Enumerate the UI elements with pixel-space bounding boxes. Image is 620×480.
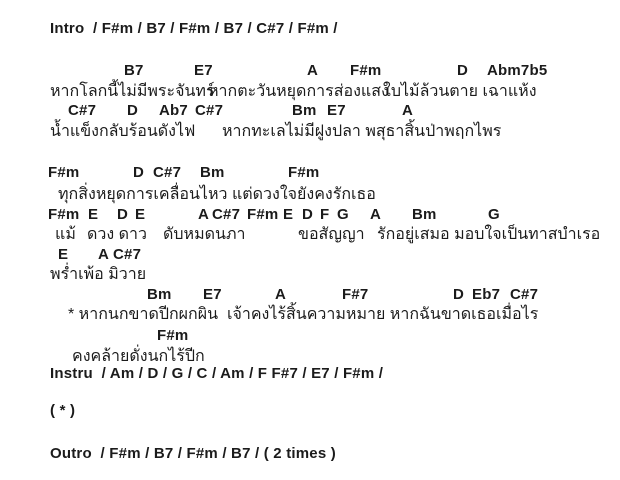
chord: D [133,164,145,181]
section-line [0,402,620,424]
chord: F#m [48,164,80,181]
lyric-line [0,344,620,366]
chord: C#7 [113,246,142,263]
chord: D [302,206,314,223]
chord: C#7 [68,102,97,119]
lyric-text: * หากนกขาดปีกผกผิน [68,306,219,323]
lyric-text: แม้ [55,226,76,243]
chord: E7 [194,62,213,79]
chord: F#m [247,206,279,223]
chord: A [370,206,382,223]
chord: A [275,286,287,303]
chord: Bm [147,286,172,303]
lyric-line [0,119,620,141]
chord: E [135,206,146,223]
lyric-text: คงคล้ายดั่งนกไร้ปีก [72,348,205,365]
chord: E [88,206,99,223]
lyric-line [0,302,620,324]
lyric-text: หากตะวันหยุดการส่องแสง [208,83,389,100]
lyric-text: เจ้าคงไร้สิ้นความหมาย หากฉันขาดเธอเมื่อไร [227,306,539,323]
lyric-text: ดวง ดาว [87,226,147,243]
lyric-line [0,262,620,284]
section-text: ( * ) [50,402,76,419]
section-text: Instru / Am / D / G / C / Am / F F#7 / E7 / F#m / [50,365,384,382]
lyric-text: หากโลกนี้ไม่มีพระจันทร์ [50,83,215,100]
chord: D [127,102,139,119]
chord: B7 [124,62,144,79]
chord: A [198,206,210,223]
chord: G [337,206,349,223]
lyric-text: น้ำแข็งกลับร้อนดังไฟ [50,123,196,140]
chord: F#m [48,206,80,223]
chord: Eb7 [472,286,501,303]
chord: Bm [292,102,317,119]
chord: F#m [350,62,382,79]
chord: F [320,206,330,223]
chord: D [117,206,129,223]
chord: Abm7b5 [487,62,548,79]
lyric-text: หากทะเลไม่มีฝูงปลา พสุธาสิ้นป่าพฤกไพร [222,123,502,140]
chord: E7 [203,286,222,303]
lyric-text: ขอสัญญา [298,226,365,243]
lyric-text: รักอยู่เสมอ มอบใจเป็นทาสบำเรอ [377,226,601,243]
lyric-text: พร่ำเพ้อ มิวาย [50,266,147,283]
chord: A [307,62,319,79]
lyric-line [0,79,620,101]
chord: A [402,102,414,119]
chord: D [457,62,469,79]
lyric-line [0,182,620,204]
chord: A [98,246,110,263]
section-text: Intro / F#m / B7 / F#m / B7 / C#7 / F#m / [50,20,338,37]
chord: F#7 [342,286,369,303]
chord: E7 [327,102,346,119]
chord: F#m [288,164,320,181]
chord: Bm [200,164,225,181]
chord: Ab7 [159,102,188,119]
chord: E [283,206,294,223]
section-line [0,365,620,387]
chord: C#7 [153,164,182,181]
chord: Bm [412,206,437,223]
chord: E [58,246,69,263]
lyric-text: ใบไม้ล้วนตาย เฉาแห้ง [383,83,537,100]
chord: C#7 [195,102,224,119]
chord: G [488,206,500,223]
chord: C#7 [510,286,539,303]
section-line [0,445,620,467]
lyric-text: ทุกสิ่งหยุดการเคลื่อนไหว แต่ดวงใจยังคงรักเธอ [58,186,376,203]
lyric-text: ดับหมดนภา [163,226,246,243]
section-text: Outro / F#m / B7 / F#m / B7 / ( 2 times ) [50,445,336,462]
chord: D [453,286,465,303]
section-line [0,20,620,42]
lyric-line [0,222,620,244]
chord: F#m [157,327,189,344]
chord: C#7 [212,206,241,223]
